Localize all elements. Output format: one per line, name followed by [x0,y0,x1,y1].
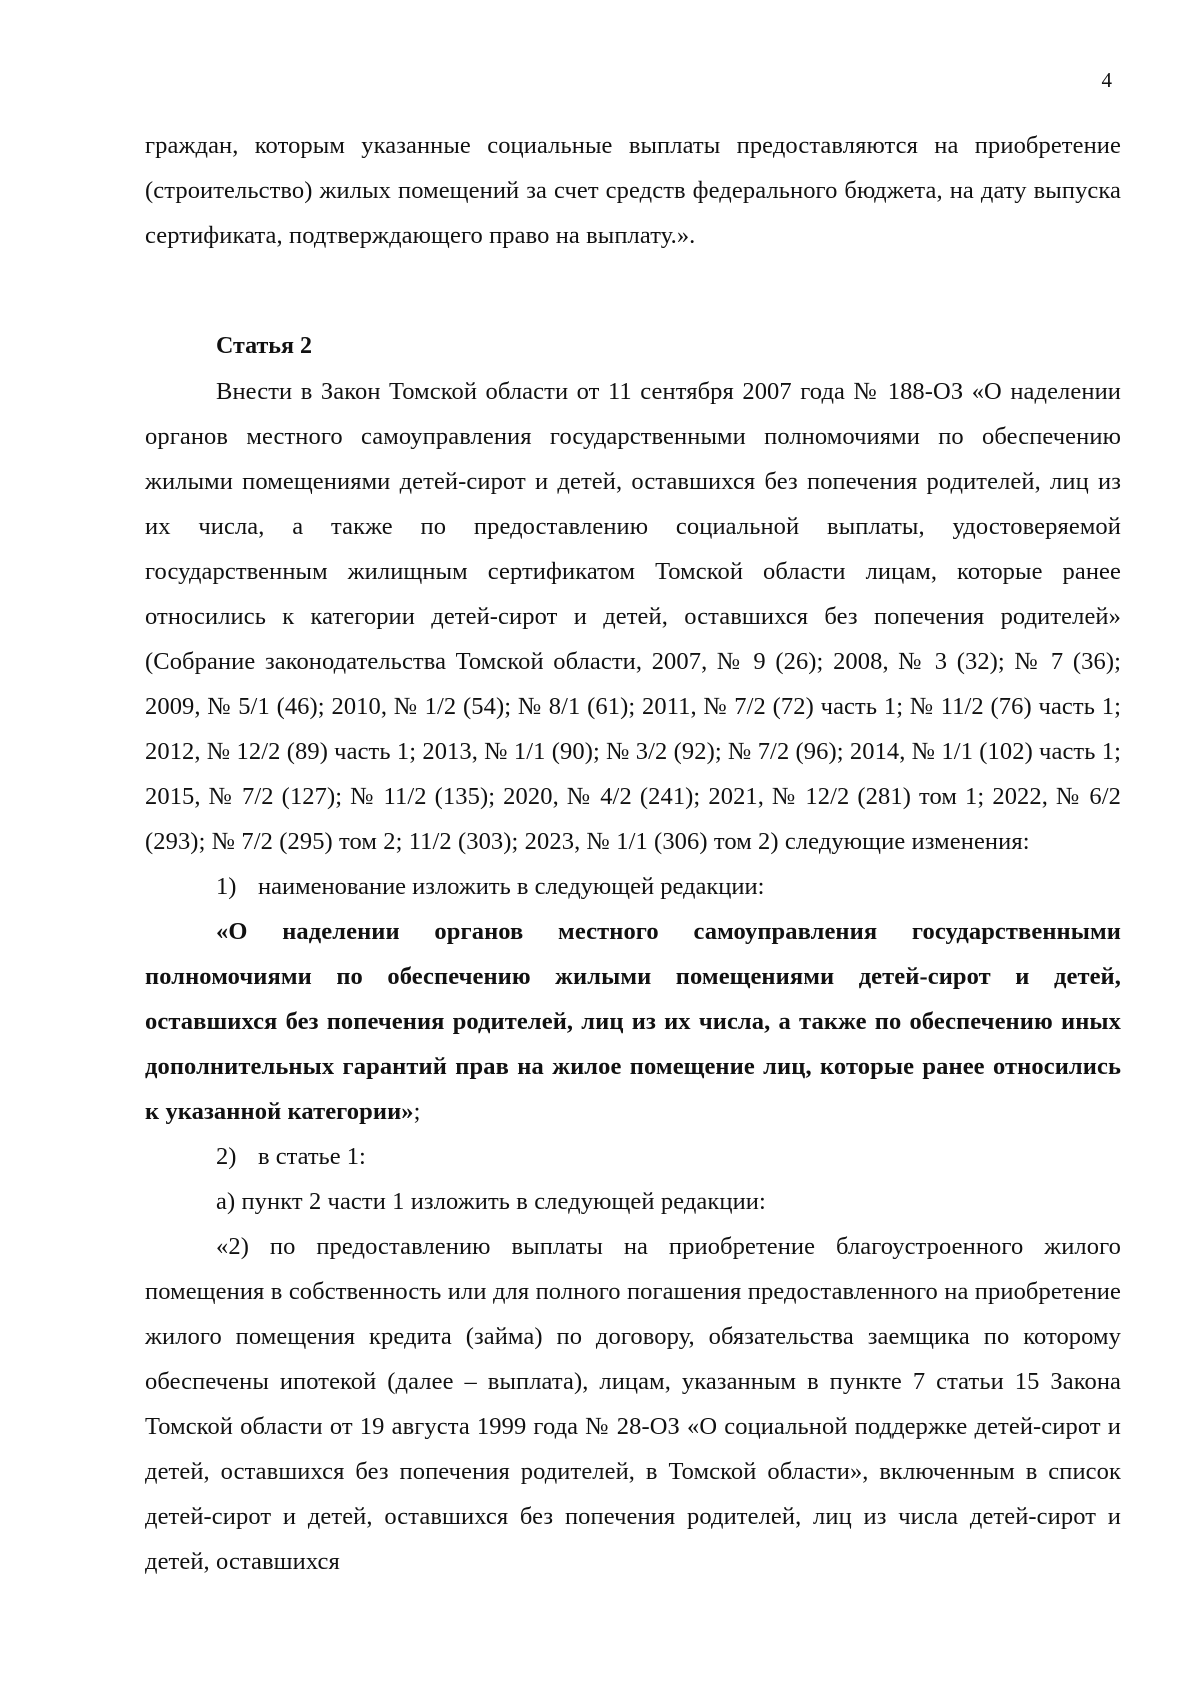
list-item-2-text: в статье 1: [258,1143,366,1170]
section-gap [145,258,1121,324]
paragraph-continuation: граждан, которым указанные социальные выплаты предоставляются на приобретение (строительство) жилых помещений за счет средств федерального бюджета, на дату выпуска сертификата, подтверждающего право на выплату.». [145,132,1121,249]
new-title-tail: ; [413,1098,421,1125]
list-item-2 [145,1134,1121,1179]
page-number: 4 [1101,68,1112,92]
article-heading: Статья 2 [216,333,312,359]
paragraph-quote: «2) по предоставлению выплаты на приобретение благоустроенного жилого помещения в собственность или для полного погашения предоставленного на приобретение жилого помещения кредита (займа) по договору, обязательства заемщика по которому обеспечены ипотекой (далее – выплата), лицам, указанным в пункте 7 статьи 15 Закона Томской области от 19 августа 1999 года № 28-ОЗ «О социальной поддержке детей-сирот и детей, оставшихся без попечения родителей, в Томской области», включенным в список детей-сирот и детей, оставшихся без попечения родителей, лиц из числа детей-сирот и детей, оставшихся [145,1233,1121,1575]
list-item-1-text: наименование изложить в следующей редакции: [258,873,765,900]
list-item-1-number: 1) [216,873,237,900]
list-item-2-number: 2) [216,1143,237,1170]
paragraph-new-title [145,909,1121,1134]
document-body [145,123,1121,1584]
new-title-bold: «О наделении органов местного самоуправления государственными полномочиями по обеспечению жилыми помещениями детей-сирот и детей, оставшихся без попечения родителей, лиц из их числа, а также по обеспечению иных дополнительных гарантий прав на жилое помещение лиц, которые ранее относились к указанной категории» [145,918,1121,1125]
paragraph-intro: Внести в Закон Томской области от 11 сентября 2007 года № 188-ОЗ «О наделении органов местного самоуправления государственными полномочиями по обеспечению жилыми помещениями детей-сирот и детей, оставшихся без попечения родителей, лиц из их числа, а также по предоставлению социальной выплаты, удостоверяемой государственным жилищным сертификатом Томской области лицам, которые ранее относились к категории детей-сирот и детей, оставшихся без попечения родителей» (Собрание законодательства Томской области, 2007, № 9 (26); 2008, № 3 (32); № 7 (36); 2009, № 5/1 (46); 2010, № 1/2 (54); № 8/1 (61); 2011, № 7/2 (72) часть 1; № 11/2 (76) часть 1; 2012, № 12/2 (89) часть 1; 2013, № 1/1 (90); № 3/2 (92); № 7/2 (96); 2014, № 1/1 (102) часть 1; 2015, № 7/2 (127); № 11/2 (135); 2020, № 4/2 (241); 2021, № 12/2 (281) том 1; 2022, № 6/2 (293); № 7/2 (295) том 2; 11/2 (303); 2023, № 1/1 (306) том 2) следующие изменения: [145,378,1121,855]
subitem-a: а) пункт 2 части 1 изложить в следующей редакции: [216,1188,766,1215]
list-item-1 [145,864,1121,909]
